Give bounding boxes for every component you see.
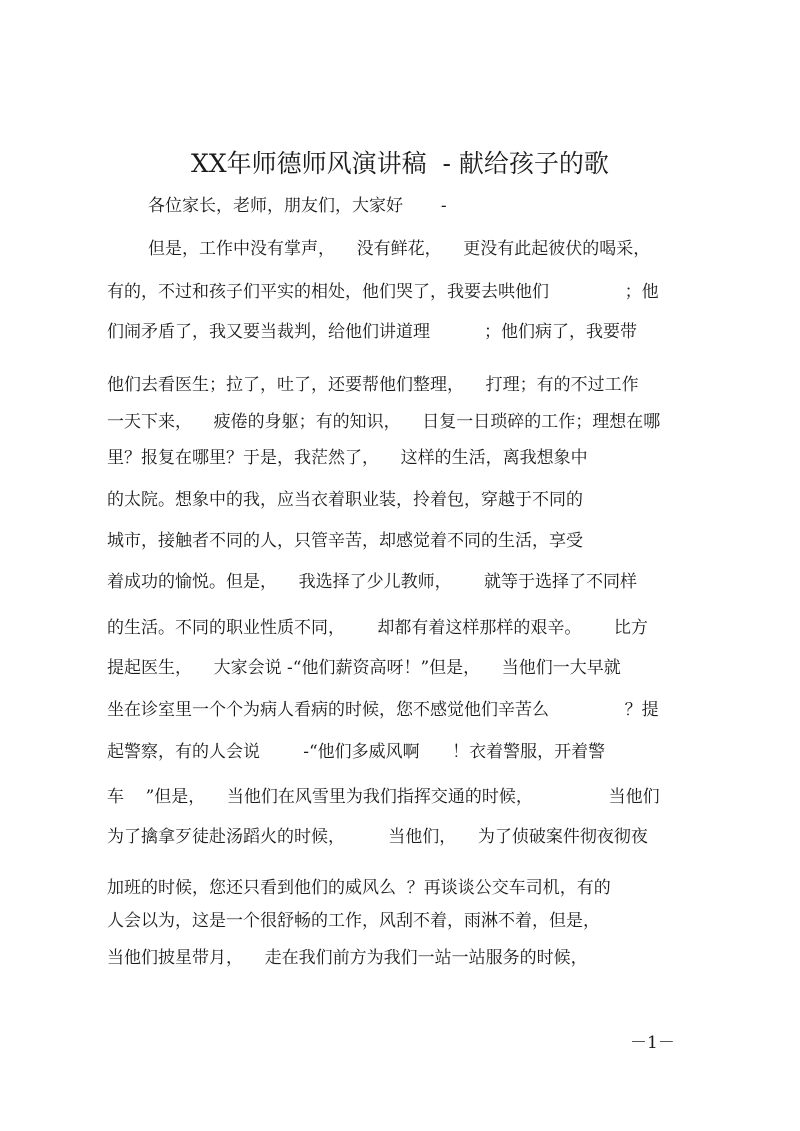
body-line: 的生活。不同的职业性质不同， 却都有着这样那样的艰辛。 比方 xyxy=(107,618,648,638)
document-title: XX年师德师风演讲稿 - 献给孩子的歌 xyxy=(191,149,609,178)
body-line: 有的，不过和孩子们平实的相处，他们哭了，我要去哄他们 ；他 xyxy=(107,282,659,302)
body-line: 的太院。想象中的我，应当衣着职业装，拎着包，穿越于不同的 xyxy=(107,490,583,510)
body-line: 一天下来， 疲倦的身躯；有的知识， 日复一日琐碎的工作；理想在哪 xyxy=(107,412,661,432)
body-line: 为了擒拿歹徒赴汤蹈火的时候， 当他们， 为了侦破案件彻夜彻夜 xyxy=(107,827,648,847)
body-line: 着成功的愉悦。但是， 我选择了少儿教师， 就等于选择了不同样 xyxy=(107,572,638,592)
page-number: －1－ xyxy=(630,1033,675,1053)
body-line: 起警察，有的人会说 -“他们多威风啊 ！衣着警服，开着警 xyxy=(107,742,606,762)
greeting-line: 各位家长，老师，朋友们，大家好 - xyxy=(148,196,447,216)
body-line: 当他们披星带月， 走在我们前方为我们一站一站服务的时候， xyxy=(107,948,588,968)
body-line: 们闹矛盾了，我又要当裁判，给他们讲道理 ；他们病了，我要带 xyxy=(107,322,638,342)
body-line: 人会以为，这是一个很舒畅的工作，风刮不着，雨淋不着，但是， xyxy=(107,911,600,931)
body-line: 他们去看医生；拉了，吐了，还要帮他们整理， 打理；有的不过工作 xyxy=(107,375,639,395)
body-line: 加班的时候，您还只看到他们的威风么 ？再谈谈公交车司机，有的 xyxy=(107,878,611,898)
body-line: 但是，工作中没有掌声， 没有鲜花， 更没有此起彼伏的喝采， xyxy=(148,239,651,259)
body-line: 车 ”但是， 当他们在风雪里为我们指挥交通的时候， 当他们 xyxy=(107,787,660,807)
body-line: 提起医生， 大家会说 -“他们薪资高呀！”但是， 当他们一大早就 xyxy=(107,658,621,678)
body-line: 坐在诊室里一个个为病人看病的时候，您不感觉他们辛苦么 ？提 xyxy=(107,700,659,720)
body-line: 城市，接触者不同的人，只管辛苦，却感觉着不同的生活，享受 xyxy=(107,531,583,551)
body-line: 里？报复在哪里？于是，我茫然了， 这样的生活，离我想象中 xyxy=(107,448,588,468)
